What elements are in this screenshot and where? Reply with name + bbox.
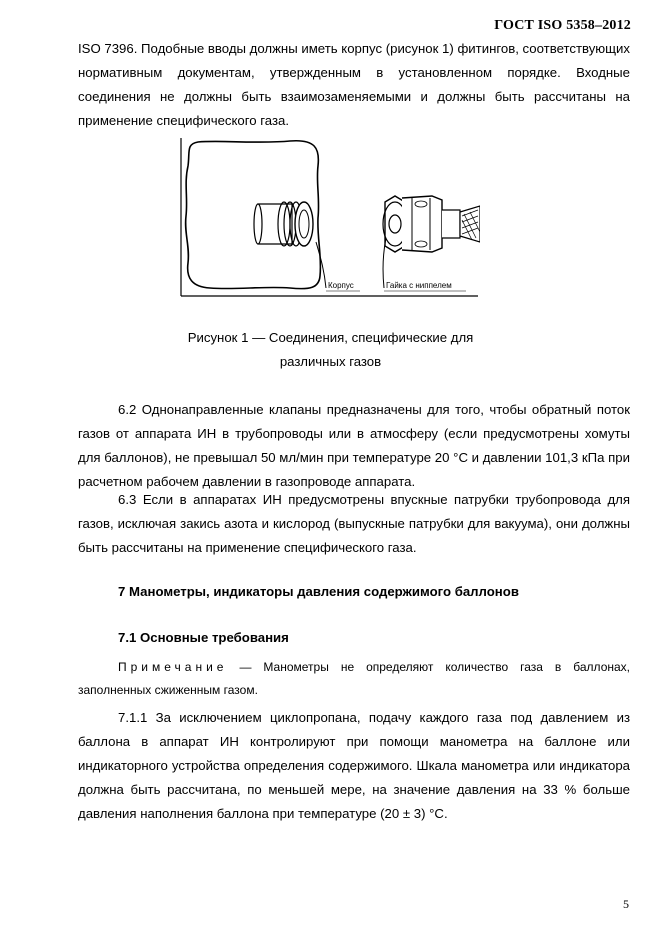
paragraph-7-1-1: 7.1.1 За исключением циклопропана, подачу каждого газа под давлением из баллона в аппарат ИН контролируют при помощи манометра на баллоне или индикаторного устройства определения содержимого. Шкала манометра или индикатора должна быть рассчитана, по меньшей мере, на значение давления на 33 % больше давления наполнения баллона при температуре (20 ± 3) °С. xyxy=(78,710,630,821)
note-label: Примечание xyxy=(118,660,228,674)
note-paragraph xyxy=(78,656,630,702)
body-fitting xyxy=(254,202,313,246)
figure-caption-line2: различных газов xyxy=(279,354,382,369)
note-text: — Манометры не определяют количество газа в баллонах, заполненных сжиженным газом. xyxy=(78,660,630,697)
intro-paragraph: ISO 7396. Подобные вводы должны иметь корпус (рисунок 1) фитингов, соответствующих нормативным документам, утвержденным в установленном порядке. Входные соединения не должны быть взаимозаменяемыми и должны быть рассчитаны на применение специфического газа. xyxy=(78,41,630,128)
document-header: ГОСТ ISO 5358–2012 xyxy=(494,18,631,33)
figure-caption-line1: Рисунок 1 — Соединения, специфические для xyxy=(187,330,474,345)
figure-connections xyxy=(180,138,480,298)
nut-with-nipple xyxy=(383,196,480,252)
section-7-1-heading: 7.1 Основные требования xyxy=(118,630,289,645)
page-number: 5 xyxy=(623,897,629,911)
paragraph-6-2: 6.2 Однонаправленные клапаны предназначены для того, чтобы обратный поток газов от аппарата ИН в трубопроводы или в атмосферу (если предусмотрены хомуты для баллонов), не превышал 50 мл/мин при температуре 20 °С и давлении 101,3 кПа при расчетном рабочем давлении в газопроводе аппарата. xyxy=(78,402,630,489)
figure-label-body: Корпус xyxy=(328,281,354,290)
figure-label-nut: Гайка с ниппелем xyxy=(386,281,452,290)
section-7-heading: 7 Манометры, индикаторы давления содержимого баллонов xyxy=(118,584,519,599)
paragraph-6-3: 6.3 Если в аппаратах ИН предусмотрены впускные патрубки трубопровода для газов, исключая закись азота и кислород (выпускные патрубки для вакуума), они должны быть рассчитаны на применение специфического газа. xyxy=(78,492,630,555)
